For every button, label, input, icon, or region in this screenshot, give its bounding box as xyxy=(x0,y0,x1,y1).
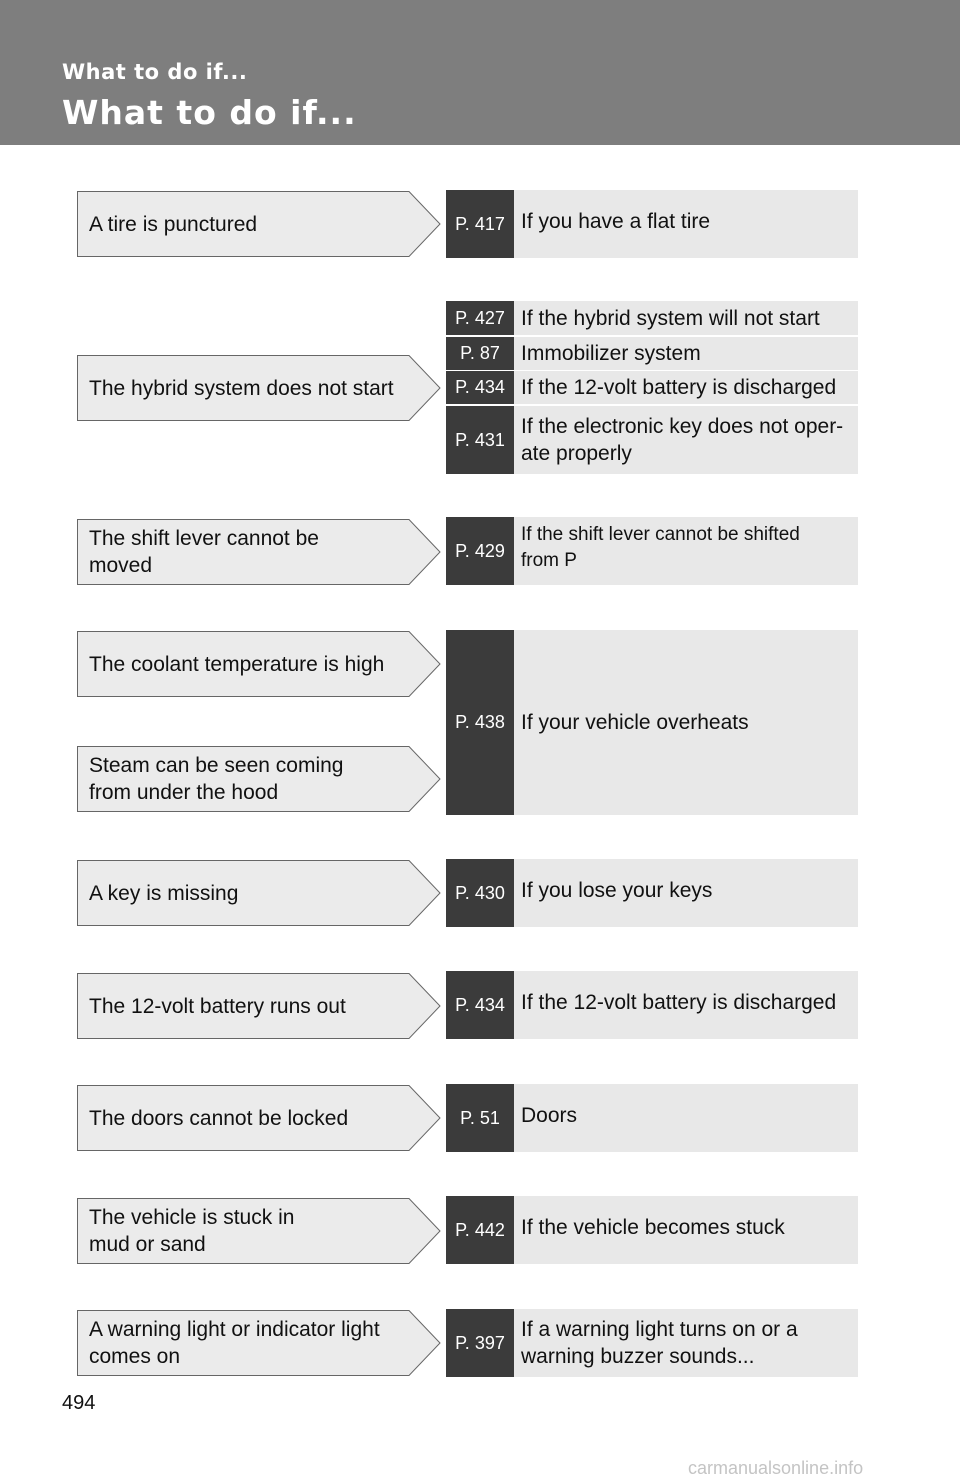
condition-text: The vehicle is stuck in mud or sand xyxy=(89,1206,295,1256)
reference-title: Doors xyxy=(514,1084,858,1152)
page-reference-link[interactable]: P. 397 xyxy=(446,1309,514,1377)
condition-box xyxy=(77,355,441,421)
condition-text: A key is missing xyxy=(89,881,239,905)
condition-box xyxy=(77,1310,441,1376)
condition-box xyxy=(77,1198,441,1264)
condition-box xyxy=(77,973,441,1039)
page-reference-link[interactable]: P. 431 xyxy=(446,406,514,474)
page-reference-link[interactable]: P. 438 xyxy=(446,630,514,815)
condition-box xyxy=(77,631,441,697)
condition-text: The hybrid system does not start xyxy=(89,376,394,400)
condition-text: The shift lever cannot be moved xyxy=(89,527,319,577)
page-reference-link[interactable]: P. 434 xyxy=(446,371,514,404)
condition-text: A warning light or indicator light comes on xyxy=(89,1318,380,1368)
condition-box xyxy=(77,519,441,585)
page-reference-link[interactable]: P. 430 xyxy=(446,859,514,927)
condition-text: The doors cannot be locked xyxy=(89,1106,349,1130)
header-band xyxy=(0,0,960,145)
page-reference-link[interactable]: P. 434 xyxy=(446,971,514,1039)
reference-title: If the vehicle becomes stuck xyxy=(514,1196,858,1264)
condition-box xyxy=(77,1085,441,1151)
condition-box xyxy=(77,746,441,812)
reference-title: If you have a flat tire xyxy=(514,190,858,258)
page-number: 494 xyxy=(62,1392,96,1414)
page-title: What to do if... xyxy=(62,93,357,132)
reference-title: If the 12-volt battery is discharged xyxy=(514,971,858,1039)
page-reference-link[interactable]: P. 442 xyxy=(446,1196,514,1264)
condition-box xyxy=(77,860,441,926)
reference-title: If a warning light turns on or a warning buzzer sounds... xyxy=(514,1309,858,1377)
reference-title: If your vehicle overheats xyxy=(514,630,858,815)
page-reference-link[interactable]: P. 51 xyxy=(446,1084,514,1152)
condition-box xyxy=(77,191,441,257)
page-reference-link[interactable]: P. 427 xyxy=(446,301,514,335)
page-reference-link[interactable]: P. 87 xyxy=(446,337,514,370)
condition-text: Steam can be seen coming from under the hood xyxy=(89,754,344,804)
section-title: What to do if... xyxy=(62,60,248,84)
reference-title: If you lose your keys xyxy=(514,859,858,927)
page-reference-link[interactable]: P. 429 xyxy=(446,517,514,585)
reference-title: If the shift lever cannot be shifted from P xyxy=(514,517,858,585)
condition-text: The coolant temperature is high xyxy=(89,652,385,676)
condition-text: A tire is punctured xyxy=(89,212,258,236)
page-reference-link[interactable]: P. 417 xyxy=(446,190,514,258)
reference-title: If the 12-volt battery is discharged xyxy=(514,371,858,404)
condition-text: The 12-volt battery runs out xyxy=(89,994,346,1018)
reference-title: Immobilizer system xyxy=(514,337,858,370)
watermark: carmanualsonline.info xyxy=(688,1458,864,1478)
reference-title: If the hybrid system will not start xyxy=(514,301,858,335)
reference-title: If the electronic key does not oper- ate properly xyxy=(514,406,858,474)
